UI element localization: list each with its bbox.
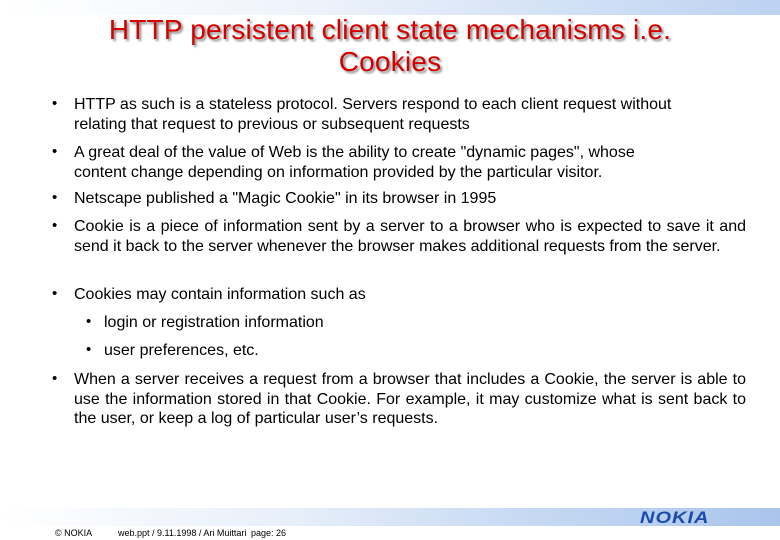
slide-title (40, 14, 740, 78)
bullet-icon: • (52, 143, 58, 160)
footer-file-info: web.ppt / 9.11.1998 / Ari Muittari (118, 528, 247, 538)
bullet-icon: • (52, 370, 58, 387)
slide-title-line-1: HTTP persistent client state mechanisms i.e. (108, 14, 672, 45)
bullet-icon: • (52, 95, 58, 112)
list-item-stateless (74, 95, 746, 134)
sub-bullet-icon: • (86, 341, 92, 358)
list-item-line: HTTP as such is a stateless protocol. Servers respond to each client request without (74, 96, 672, 113)
sub-list-item-login: login or registration information (104, 314, 324, 331)
bullet-icon: • (52, 285, 58, 302)
list-item-dynamic-pages (74, 143, 746, 182)
list-item-cookie-contents: Cookies may contain information such as (74, 286, 366, 303)
list-item-line: content change depending on information provided by the particular visitor. (74, 163, 603, 181)
list-item-server-usage: When a server receives a request from a browser that includes a Cookie, the server is able to use the information stored in that Cookie. For example, it may customize what is sent back to the user, or keep a log of particular user’s requests. (74, 371, 746, 427)
footer-page-number: page: 26 (251, 528, 287, 538)
list-item-line: relating that request to previous or subsequent requests (74, 115, 470, 133)
top-gradient-bar (0, 0, 780, 15)
sub-bullet-icon: • (86, 313, 92, 330)
list-item-line: Netscape published a "Magic Cookie" in its browser in 1995 (74, 190, 497, 207)
sub-list-item-preferences: user preferences, etc. (104, 342, 259, 359)
list-item-line: A great deal of the value of Web is the ability to create "dynamic pages", whose (74, 144, 635, 161)
footer-copyright: © NOKIA (55, 528, 93, 538)
list-item-cookie-definition: Cookie is a piece of information sent by a server to a browser who is expected to save it and send it back to the server whenever the browser makes additional requests from the server. (74, 218, 746, 255)
slide-title-line-2: Cookies (338, 46, 442, 77)
bullet-icon: • (52, 217, 58, 234)
nokia-logo: NOKIA (640, 508, 710, 528)
list-item-magic-cookie (74, 189, 746, 209)
bullet-icon: • (52, 189, 58, 206)
